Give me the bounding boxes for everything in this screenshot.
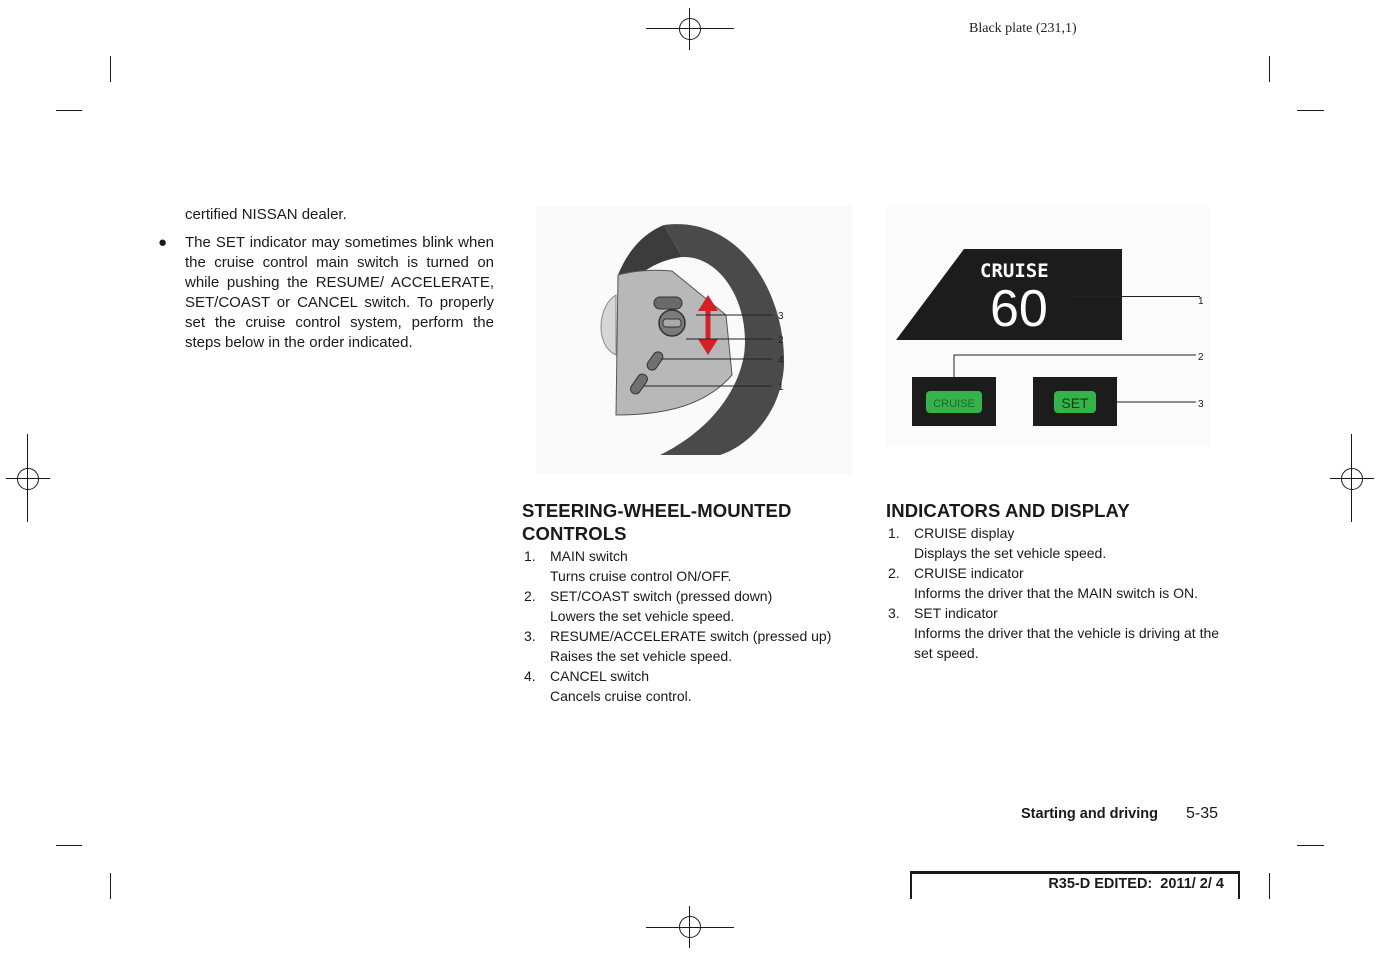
list-item-description: Turns cruise control ON/OFF. <box>550 568 732 584</box>
section-heading-steering: STEERING-WHEEL-MOUNTED CONTROLS <box>522 500 792 544</box>
list-item <box>886 603 1226 663</box>
display-speed: 60 <box>990 280 1048 338</box>
indicators-list <box>886 523 1226 663</box>
cruise-display-figure <box>886 205 1210 445</box>
list-item-title: MAIN switch <box>550 548 628 564</box>
continued-text: certified NISSAN dealer. <box>185 206 347 223</box>
plate-label: Black plate (231,1) <box>969 21 1077 36</box>
list-item-description: Informs the driver that the vehicle is driving at the set speed. <box>914 625 1220 661</box>
list-item-description: Cancels cruise control. <box>550 688 692 704</box>
list-item-title: CANCEL switch <box>550 668 650 684</box>
list-item-number: 3. <box>524 628 536 644</box>
callout-4: 4 <box>778 355 784 366</box>
list-item-number: 1. <box>888 525 900 541</box>
callout-3: 3 <box>778 311 784 322</box>
steering-wheel-figure <box>536 205 852 475</box>
list-item-number: 4. <box>524 668 536 684</box>
list-item-number: 1. <box>524 548 536 564</box>
indicator-set: SET <box>1061 395 1089 411</box>
list-item-title: RESUME/ACCELERATE switch (pressed up) <box>550 628 832 644</box>
list-item-description: Raises the set vehicle speed. <box>550 648 733 664</box>
section-heading-indicators: INDICATORS AND DISPLAY <box>886 500 1130 521</box>
cruise-display-illustration <box>886 205 1210 445</box>
display-callout-1: 1 <box>1198 296 1204 307</box>
list-item-title: SET indicator <box>914 605 998 621</box>
list-item-number: 2. <box>888 565 900 581</box>
list-item <box>522 666 852 706</box>
steering-controls-section <box>522 499 852 706</box>
list-item <box>522 586 852 626</box>
indicators-section <box>886 499 1226 663</box>
list-item <box>522 626 852 666</box>
bullet-paragraph <box>158 233 494 353</box>
bullet-text: The SET indicator may sometimes blink when the cruise control main switch is turned on while pushing the RESUME/ ACCELERATE, SET/COAST or CANCEL switch. To properly set the cruise control system, perform the steps below in the order indicated. <box>185 234 494 351</box>
edited-stamp <box>910 871 1240 899</box>
steering-controls-list <box>522 546 852 706</box>
list-item-title: CRUISE display <box>914 525 1015 541</box>
list-item-title: SET/COAST switch (pressed down) <box>550 588 773 604</box>
display-callout-3: 3 <box>1198 399 1204 410</box>
list-item-number: 2. <box>524 588 536 604</box>
footer-section-title: Starting and driving <box>1021 806 1158 822</box>
callout-1: 1 <box>778 382 784 393</box>
list-item-description: Informs the driver that the MAIN switch is ON. <box>914 585 1198 601</box>
list-item <box>522 546 852 586</box>
display-callout-2: 2 <box>1198 352 1204 363</box>
bullet-icon: ● <box>158 234 168 251</box>
footer-page-number: 5-35 <box>1186 805 1219 822</box>
indicator-cruise: CRUISE <box>933 398 975 410</box>
list-item-number: 3. <box>888 605 900 621</box>
display-cruise-label: CRUISE <box>980 260 1049 282</box>
list-item-title: CRUISE indicator <box>914 565 1024 581</box>
edited-text: R35-D EDITED: 2011/ 2/ 4 <box>1048 876 1224 892</box>
list-item-description: Displays the set vehicle speed. <box>914 545 1107 561</box>
list-item-description: Lowers the set vehicle speed. <box>550 608 735 624</box>
list-item <box>886 523 1226 563</box>
steering-wheel-illustration <box>536 205 852 475</box>
callout-2: 2 <box>778 335 784 346</box>
list-item <box>886 563 1226 603</box>
left-column <box>158 205 494 353</box>
